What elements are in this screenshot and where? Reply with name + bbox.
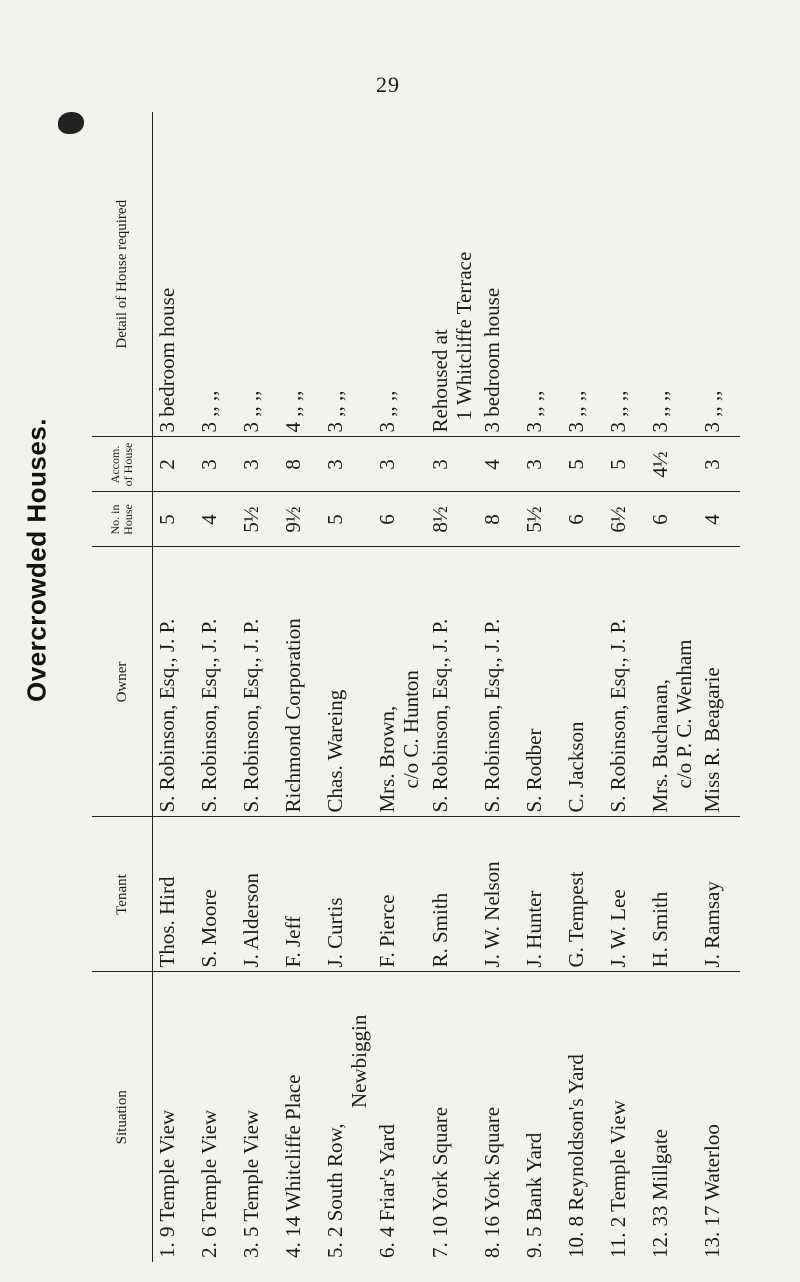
- situation-text: 10 York Square: [427, 1106, 452, 1237]
- row-index: 13.: [700, 1231, 725, 1258]
- table-row: [478, 112, 520, 1262]
- header-accom: Accom. of House: [92, 437, 153, 492]
- table-row: [279, 112, 321, 1262]
- no-in-house-cell: 5½: [520, 492, 562, 547]
- situation-cell: [195, 972, 237, 1262]
- detail-cell: 3 ,, ,,: [698, 112, 740, 437]
- row-index: 1.: [155, 1242, 179, 1258]
- accom-cell: 4½: [646, 437, 698, 492]
- row-index: 2.: [197, 1242, 221, 1258]
- owner-cell: [646, 547, 698, 817]
- no-in-house-cell: 4: [195, 492, 237, 547]
- situation-text: 16 York Square: [479, 1106, 504, 1237]
- ink-blot: [58, 112, 84, 134]
- header-no-in-house: No. in House: [92, 492, 153, 547]
- tenant-cell: G. Tempest: [562, 817, 604, 972]
- owner-text: Mrs. Buchanan,: [647, 678, 672, 813]
- situation-cell: [237, 972, 279, 1262]
- tenant-cell: F. Jeff: [279, 817, 321, 972]
- owner-cell: Richmond Corporation: [279, 547, 321, 817]
- table-row: [604, 112, 646, 1262]
- tenant-cell: R. Smith: [426, 817, 478, 972]
- tenant-cell: J. Curtis: [321, 817, 373, 972]
- detail-text: Rehoused at: [427, 329, 452, 433]
- header-owner: Owner: [92, 547, 153, 817]
- table-row: [698, 112, 740, 1262]
- situation-text: 2 Temple View: [605, 1100, 630, 1228]
- page-number: 29: [376, 72, 400, 97]
- situation-cell: [520, 972, 562, 1262]
- situation-text: 2 South Row,: [323, 1123, 347, 1237]
- row-index: 9.: [521, 1242, 546, 1258]
- detail-cell: 3 ,, ,,: [195, 112, 237, 437]
- no-in-house-cell: 6½: [604, 492, 646, 547]
- row-index: 6.: [375, 1242, 400, 1258]
- owner-cell: C. Jackson: [562, 547, 604, 817]
- owner-cell: [373, 547, 425, 817]
- row-index: 8.: [479, 1242, 504, 1258]
- row-index: 11.: [605, 1232, 630, 1258]
- accom-cell: 3: [426, 437, 478, 492]
- row-index: 3.: [239, 1242, 263, 1258]
- tenant-cell: J. Alderson: [237, 817, 279, 972]
- owner-cell: Chas. Wareing: [321, 547, 373, 817]
- tenant-cell: J. W. Lee: [604, 817, 646, 972]
- no-in-house-cell: 8½: [426, 492, 478, 547]
- tenant-cell: F. Pierce: [373, 817, 425, 972]
- table-row: [195, 112, 237, 1262]
- detail-cell: 3 bedroom house: [478, 112, 520, 437]
- accom-cell: 3: [195, 437, 237, 492]
- situation-cell: [153, 972, 196, 1262]
- accom-cell: 5: [604, 437, 646, 492]
- owner-text-line2: c/o P. C. Wenham: [671, 639, 696, 789]
- no-in-house-cell: 8: [478, 492, 520, 547]
- owner-text: Mrs. Brown,: [375, 705, 400, 813]
- situation-text: 17 Waterloo: [700, 1124, 725, 1227]
- row-index: 5.: [323, 1242, 347, 1258]
- accom-cell: 5: [562, 437, 604, 492]
- no-in-house-cell: 6: [562, 492, 604, 547]
- table-row: [562, 112, 604, 1262]
- situation-cell: [698, 972, 740, 1262]
- no-in-house-cell: 5: [153, 492, 196, 547]
- owner-cell: S. Robinson, Esq., J. P.: [426, 547, 478, 817]
- owner-cell: S. Robinson, Esq., J. P.: [478, 547, 520, 817]
- situation-text: 8 Reynoldson's Yard: [563, 1054, 588, 1227]
- table-row: [237, 112, 279, 1262]
- detail-cell: 3 ,, ,,: [373, 112, 425, 437]
- detail-cell: 3 ,, ,,: [646, 112, 698, 437]
- no-in-house-cell: 6: [646, 492, 698, 547]
- detail-cell: [426, 112, 478, 437]
- detail-cell: 3 ,, ,,: [562, 112, 604, 437]
- no-in-house-cell: 9½: [279, 492, 321, 547]
- detail-text-line2: 1 Whitcliffe Terrace: [451, 251, 476, 421]
- owner-cell: S. Robinson, Esq., J. P.: [195, 547, 237, 817]
- accom-cell: 2: [153, 437, 196, 492]
- header-situation: Situation: [92, 972, 153, 1262]
- accom-cell: 3: [373, 437, 425, 492]
- situation-text: 6 Temple View: [197, 1109, 221, 1237]
- situation-text: 5 Temple View: [239, 1109, 263, 1237]
- overcrowded-houses-table: [92, 112, 740, 1262]
- row-index: 4.: [281, 1242, 305, 1258]
- tenant-cell: H. Smith: [646, 817, 698, 972]
- owner-cell: S. Robinson, Esq., J. P.: [604, 547, 646, 817]
- tenant-cell: S. Moore: [195, 817, 237, 972]
- no-in-house-cell: 5: [321, 492, 373, 547]
- row-index: 7.: [427, 1242, 452, 1258]
- situation-cell: [279, 972, 321, 1262]
- situation-cell: [373, 972, 425, 1262]
- header-tenant: Tenant: [92, 817, 153, 972]
- side-title-text: Overcrowded Houses.: [21, 417, 52, 703]
- accom-cell: 3: [520, 437, 562, 492]
- no-in-house-cell: 5½: [237, 492, 279, 547]
- tenant-cell: J. Hunter: [520, 817, 562, 972]
- table-row: [520, 112, 562, 1262]
- owner-cell: S. Robinson, Esq., J. P.: [237, 547, 279, 817]
- row-index: 10.: [563, 1231, 588, 1258]
- detail-cell: 3 ,, ,,: [321, 112, 373, 437]
- owner-cell: Miss R. Beagarie: [698, 547, 740, 817]
- table-body: [153, 112, 741, 1262]
- detail-cell: 3 ,, ,,: [237, 112, 279, 437]
- situation-cell: [604, 972, 646, 1262]
- tenant-cell: J. Ramsay: [698, 817, 740, 972]
- situation-cell: [321, 972, 373, 1262]
- tenant-cell: J. W. Nelson: [478, 817, 520, 972]
- situation-text: 14 Whitcliffe Place: [281, 1074, 305, 1237]
- rotated-table-wrapper: [92, 112, 725, 1262]
- accom-cell: 3: [321, 437, 373, 492]
- row-index: 12.: [647, 1231, 672, 1258]
- owner-cell: S. Robinson, Esq., J. P.: [153, 547, 196, 817]
- detail-cell: 4 ,, ,,: [279, 112, 321, 437]
- situation-cell: [646, 972, 698, 1262]
- side-title: [22, 395, 52, 725]
- situation-text: 33 Millgate: [647, 1129, 672, 1227]
- situation-cell: [426, 972, 478, 1262]
- situation-cell: [478, 972, 520, 1262]
- situation-text-line2: Newbiggin: [347, 1014, 372, 1108]
- situation-text: 4 Friar's Yard: [375, 1124, 400, 1237]
- situation-text: 9 Temple View: [155, 1109, 179, 1237]
- detail-cell: 3 ,, ,,: [520, 112, 562, 437]
- table-row: [646, 112, 698, 1262]
- no-in-house-cell: 6: [373, 492, 425, 547]
- owner-text-line2: c/o C. Hunton: [399, 670, 424, 789]
- situation-cell: [562, 972, 604, 1262]
- table-row: [153, 112, 196, 1262]
- tenant-cell: Thos. Hird: [153, 817, 196, 972]
- accom-cell: 8: [279, 437, 321, 492]
- accom-cell: 3: [237, 437, 279, 492]
- table-row: [321, 112, 373, 1262]
- situation-text: 5 Bank Yard: [521, 1132, 546, 1237]
- no-in-house-cell: 4: [698, 492, 740, 547]
- detail-cell: 3 ,, ,,: [604, 112, 646, 437]
- header-detail: Detail of House required: [92, 112, 153, 437]
- header-row: [92, 112, 153, 1262]
- detail-cell: 3 bedroom house: [153, 112, 196, 437]
- table-row: [426, 112, 478, 1262]
- owner-cell: S. Rodber: [520, 547, 562, 817]
- table-row: [373, 112, 425, 1262]
- accom-cell: 3: [698, 437, 740, 492]
- accom-cell: 4: [478, 437, 520, 492]
